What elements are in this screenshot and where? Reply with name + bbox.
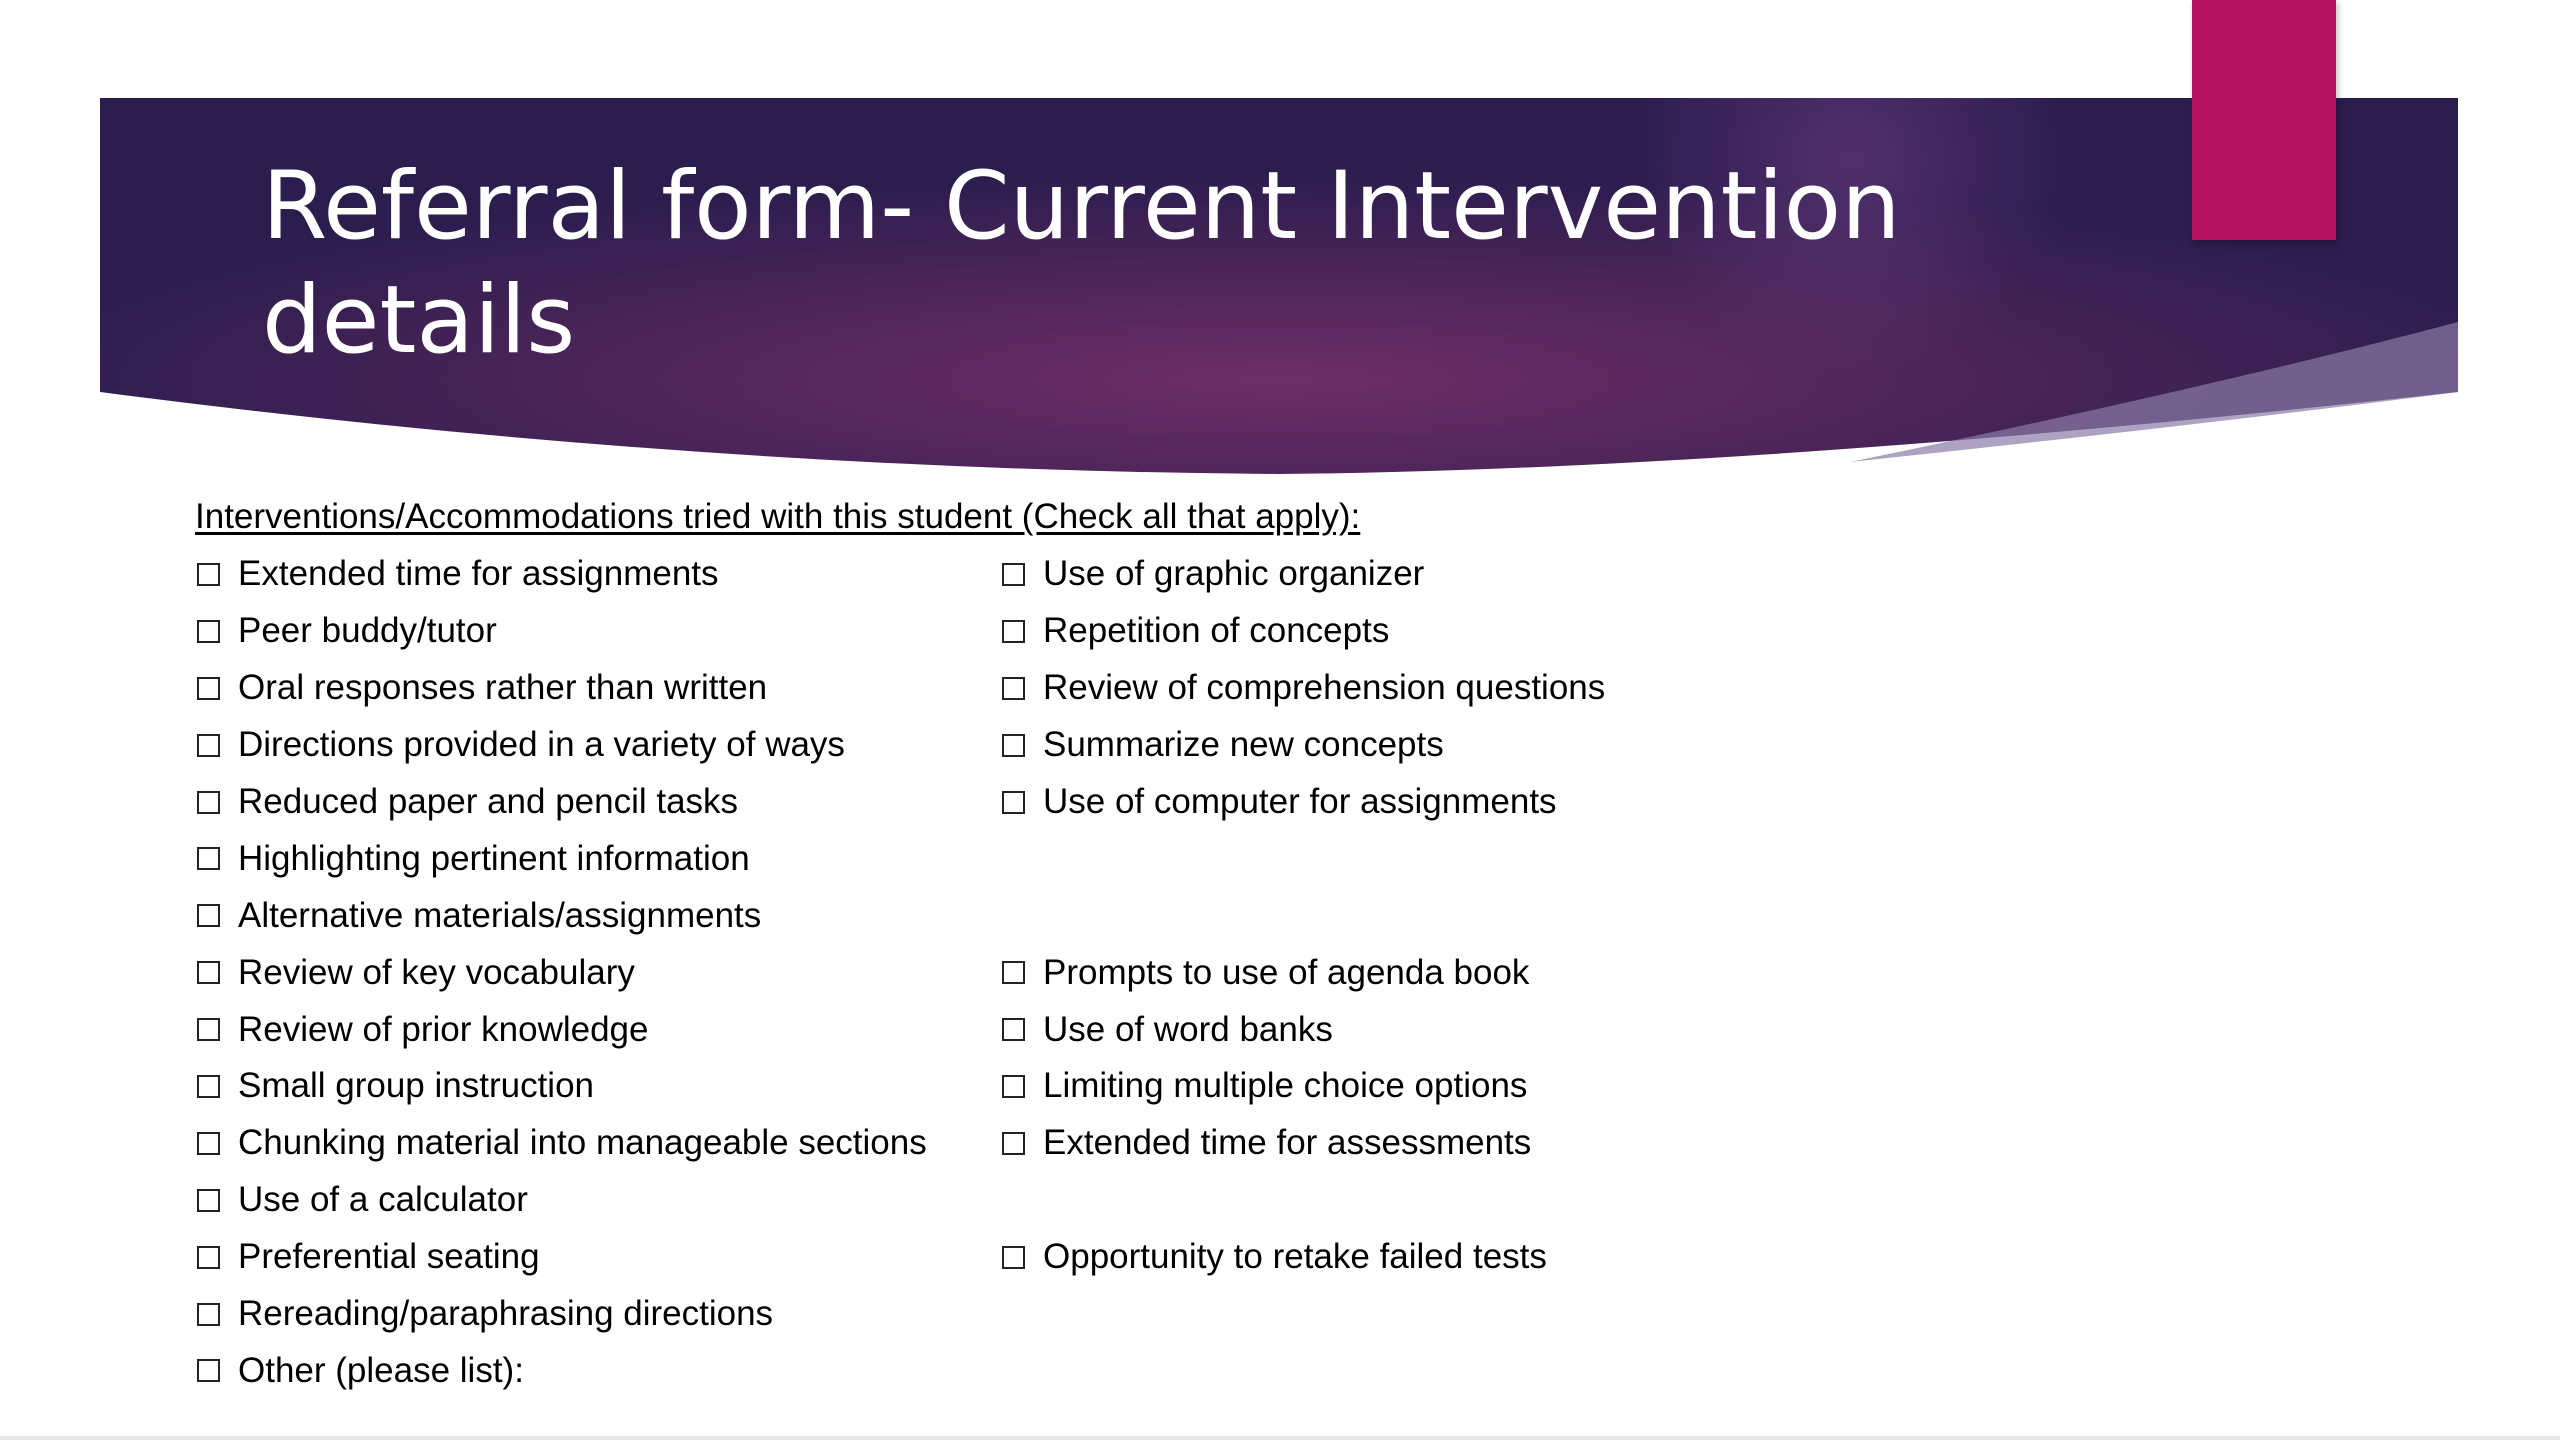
checklist-label: Use of word banks [1043, 1009, 1333, 1049]
checkbox-icon[interactable] [197, 1303, 220, 1326]
checklist-label: Opportunity to retake failed tests [1043, 1237, 1547, 1277]
checklist-label: Directions provided in a variety of ways [238, 725, 845, 765]
checklist-label: Preferential seating [238, 1237, 540, 1277]
checkbox-icon[interactable] [197, 563, 220, 586]
right-checklist [1002, 546, 1605, 1286]
checklist-item[interactable] [1002, 774, 1605, 831]
checklist-item[interactable] [197, 774, 927, 831]
checkbox-icon[interactable] [197, 1132, 220, 1155]
bottom-edge [0, 1436, 2560, 1440]
checklist-label: Use of graphic organizer [1043, 554, 1425, 594]
checklist-item[interactable] [1002, 717, 1605, 774]
checklist-label: Use of computer for assignments [1043, 782, 1557, 821]
checklist-item[interactable] [1002, 1229, 1605, 1286]
checklist-label: Limiting multiple choice options [1043, 1066, 1528, 1106]
checkbox-icon[interactable] [197, 791, 220, 814]
checklist-item[interactable] [1002, 1058, 1605, 1115]
checklist-item[interactable] [197, 1172, 927, 1229]
checkbox-icon[interactable] [197, 1018, 220, 1041]
checklist-item[interactable] [197, 717, 927, 774]
checkbox-icon[interactable] [197, 1075, 220, 1098]
checklist-label: Peer buddy/tutor [238, 611, 497, 651]
checkbox-icon[interactable] [1002, 677, 1025, 700]
checklist-label: Repetition of concepts [1043, 611, 1390, 651]
checkbox-icon[interactable] [197, 961, 220, 984]
checkbox-icon[interactable] [1002, 563, 1025, 586]
checklist-item[interactable] [1002, 1115, 1605, 1172]
checklist-label: Prompts to use of agenda book [1043, 952, 1530, 992]
checklist-label: Reduced paper and pencil tasks [238, 782, 739, 821]
checklist-label: Alternative materials/assignments [238, 895, 762, 935]
checkbox-icon[interactable] [197, 620, 220, 643]
checkbox-icon[interactable] [197, 1189, 220, 1212]
left-checklist [197, 546, 927, 1399]
form-heading: Interventions/Accommodations tried with this student (Check all that apply): [195, 497, 1361, 536]
checkbox-icon[interactable] [197, 734, 220, 757]
checklist-item[interactable] [1002, 660, 1605, 717]
checklist-item[interactable] [197, 944, 927, 1001]
checklist-item[interactable] [197, 603, 927, 660]
checklist-label: Small group instruction [238, 1066, 594, 1106]
checklist-item[interactable] [197, 1286, 927, 1343]
checkbox-icon[interactable] [1002, 791, 1025, 814]
checklist-item[interactable] [197, 1229, 927, 1286]
checkbox-icon[interactable] [197, 1359, 220, 1382]
checklist-label: Use of a calculator [238, 1180, 528, 1220]
checklist-label: Extended time for assignments [238, 554, 719, 594]
checklist-label: Chunking material into manageable sections [238, 1123, 927, 1163]
checklist-label: Review of prior knowledge [238, 1009, 649, 1049]
checklist-item[interactable] [197, 830, 927, 887]
checklist-item[interactable] [197, 1001, 927, 1058]
checklist-item[interactable] [197, 546, 927, 603]
checklist-item[interactable] [197, 1342, 927, 1399]
checklist-item[interactable] [197, 1058, 927, 1115]
checkbox-icon[interactable] [1002, 1132, 1025, 1155]
accent-tab [2192, 0, 2336, 240]
checklist-item[interactable] [1002, 1001, 1605, 1058]
checkbox-icon[interactable] [1002, 1075, 1025, 1098]
checklist-item[interactable] [1002, 944, 1605, 1001]
checklist-label: Oral responses rather than written [238, 668, 768, 708]
checklist-label: Other (please list): [238, 1350, 524, 1390]
checklist-item[interactable] [197, 887, 927, 944]
checklist-item[interactable] [197, 660, 927, 717]
checkbox-icon[interactable] [1002, 1018, 1025, 1041]
checkbox-icon[interactable] [197, 904, 220, 927]
checkbox-icon[interactable] [197, 847, 220, 870]
checklist-label: Summarize new concepts [1043, 725, 1444, 765]
checkbox-icon[interactable] [1002, 734, 1025, 757]
checklist-label: Extended time for assessments [1043, 1123, 1532, 1163]
checklist-label: Highlighting pertinent information [238, 838, 750, 878]
checkbox-icon[interactable] [197, 677, 220, 700]
checklist-label: Review of comprehension questions [1043, 668, 1606, 708]
checklist-item[interactable] [1002, 546, 1605, 603]
checkbox-icon[interactable] [1002, 620, 1025, 643]
checklist-label: Review of key vocabulary [238, 952, 635, 992]
checklist-label: Rereading/paraphrasing directions [238, 1294, 774, 1334]
slide-title: Referral form- Current Intervention details [262, 152, 1901, 375]
checkbox-icon[interactable] [1002, 1246, 1025, 1269]
checkbox-icon[interactable] [197, 1246, 220, 1269]
checklist-item[interactable] [1002, 603, 1605, 660]
checkbox-icon[interactable] [1002, 961, 1025, 984]
checklist-item[interactable] [197, 1115, 927, 1172]
